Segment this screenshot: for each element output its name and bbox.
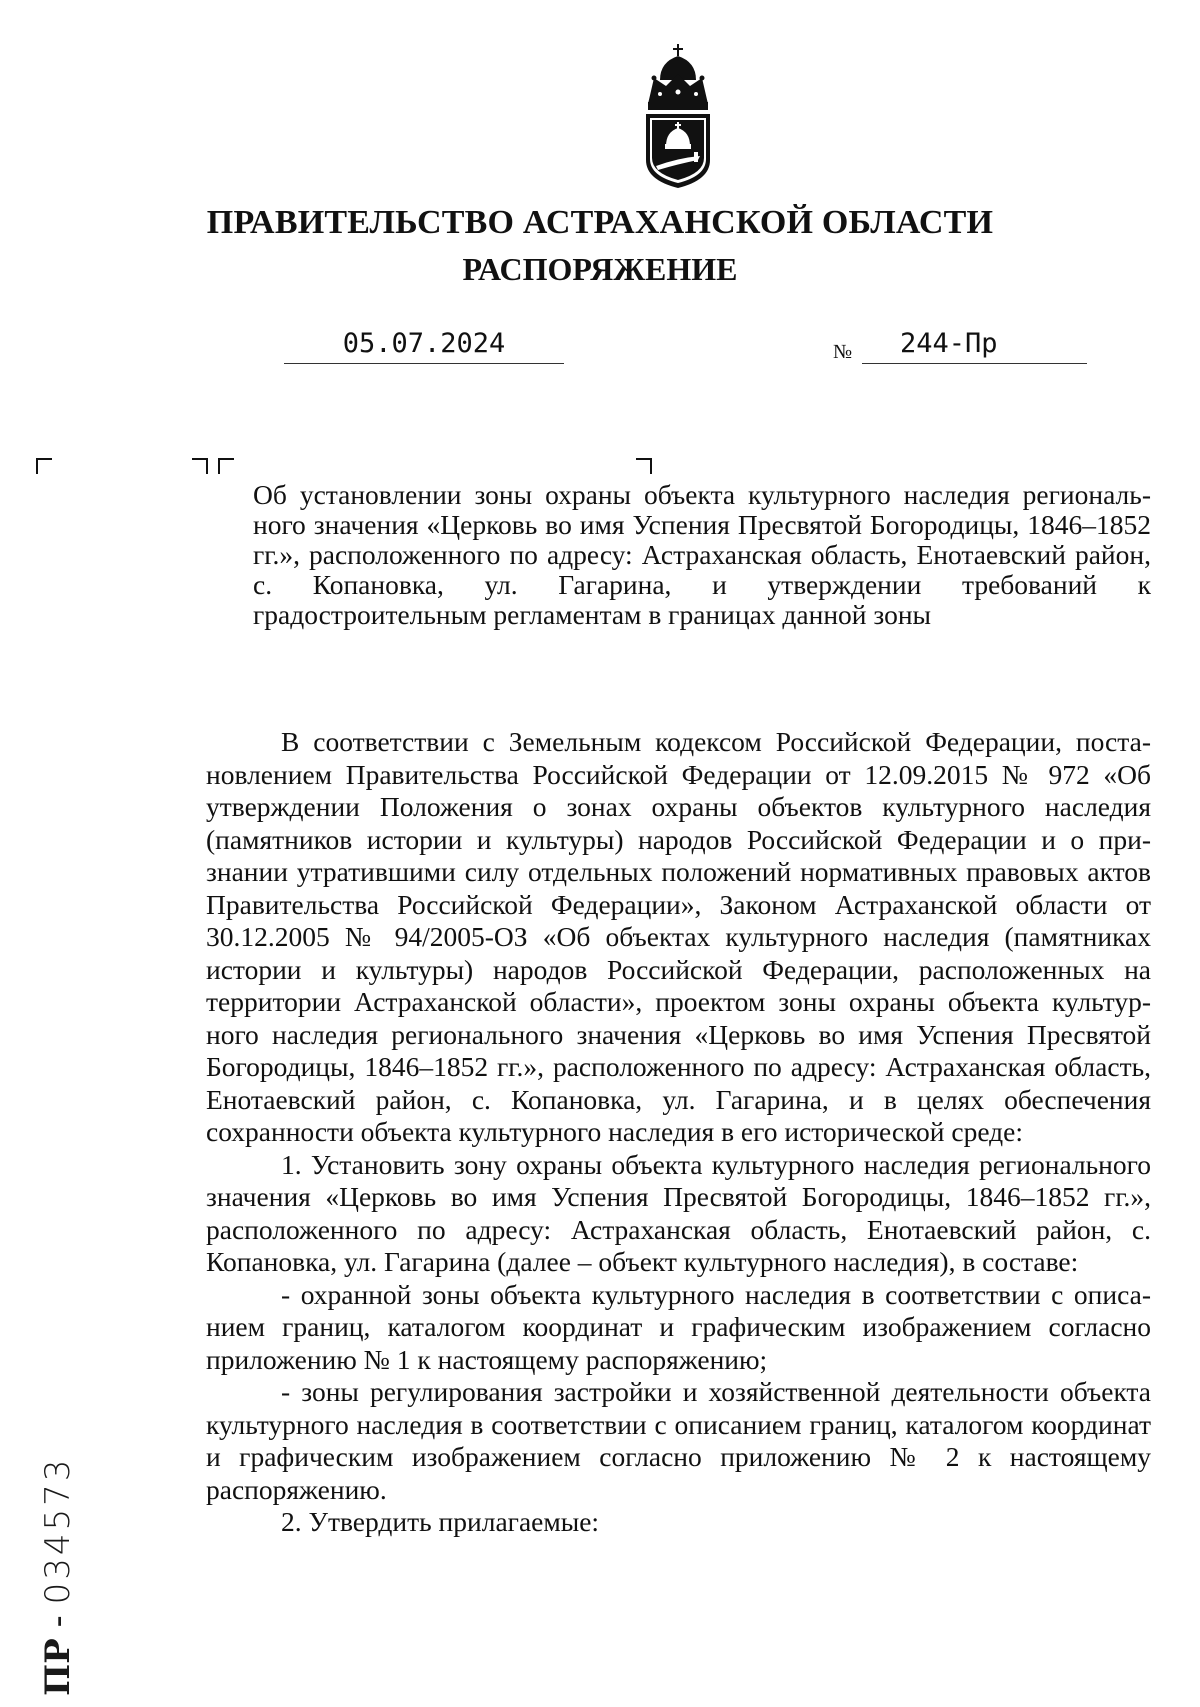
stamp-number: 034573 xyxy=(38,1456,78,1605)
government-title: ПРАВИТЕЛЬСТВО АСТРАХАНСКОЙ ОБЛАСТИ xyxy=(206,204,994,241)
number-sign: № xyxy=(833,341,853,363)
corner-mark xyxy=(636,458,652,474)
corner-mark xyxy=(36,458,52,474)
corner-mark xyxy=(218,458,234,474)
document-body xyxy=(206,726,1151,1539)
coat-of-arms-icon xyxy=(638,42,718,192)
body-paragraph: - зоны регулирования застройки и хозяйственной деятельности объекта культурного наследия в соответствии с описанием границ, каталогом координат и графическим изображением согласно приложению № 2 к настоящему распоряжению. xyxy=(206,1376,1151,1505)
stamp-prefix: ПР xyxy=(38,1638,78,1696)
document-subject: Об установлении зоны охраны объекта культурного наследия регионального значения «Церковь во имя Успения Пресвятой Богородицы, 1846–1852 гг.», расположенного по адресу: Астраханская область, Енотаевский район, с. Копановка, ул. Гагарина, и утверждении требований к градостроительным регламентам в границах данной зоны xyxy=(253,479,1151,630)
body-paragraph: В соответствии с Земельным кодексом Российской Федерации, постановлением Правительства Российской Федерации от 12.09.2015 № 972 «Об утверждении Положения о зонах охраны объектов культурного наследия (памятников истории и культуры) народов Российской Федерации и о признании утратившими силу отдельных положений нормативных правовых актов Правительства Российской Федерации», Законом Астраханской области от 30.12.2005 № 94/2005-ОЗ «Об объектах культурного наследия (памятниках истории и культуры) народов Российской Федерации, расположенных на территории Астраханской области», проектом зоны охраны объекта культурного наследия регионального значения «Церковь во имя Успения Пресвятой Богородицы, 1846–1852 гг.», расположенного по адресу: Астраханская область, Енотаевский район, с. Копановка, ул. Гагарина, и в целях обеспечения сохранности объекта культурного наследия в его исторической среде: xyxy=(206,726,1151,1147)
stamp-separator: - xyxy=(38,1615,78,1628)
body-paragraph: 2. Утвердить прилагаемые: xyxy=(281,1506,600,1537)
document-date: 05.07.2024 xyxy=(284,325,564,364)
document-number: 244-Пр xyxy=(862,325,1087,364)
corner-mark xyxy=(192,458,208,474)
margin-registration-number xyxy=(38,1386,78,1696)
body-paragraph: 1. Установить зону охраны объекта культурного наследия регионального значения «Церковь во имя Успения Пресвятой Богородицы, 1846–1852 гг.», расположенного по адресу: Астраханская область, Енотаевский район, с. Копановка, ул. Гагарина (далее – объект культурного наследия), в составе: xyxy=(206,1148,1151,1277)
body-paragraph: - охранной зоны объекта культурного наследия в соответствии с описанием границ, каталогом координат и графическим изображением согласно приложению № 1 к настоящему распоряжению; xyxy=(206,1278,1151,1375)
document-type: РАСПОРЯЖЕНИЕ xyxy=(462,251,738,287)
